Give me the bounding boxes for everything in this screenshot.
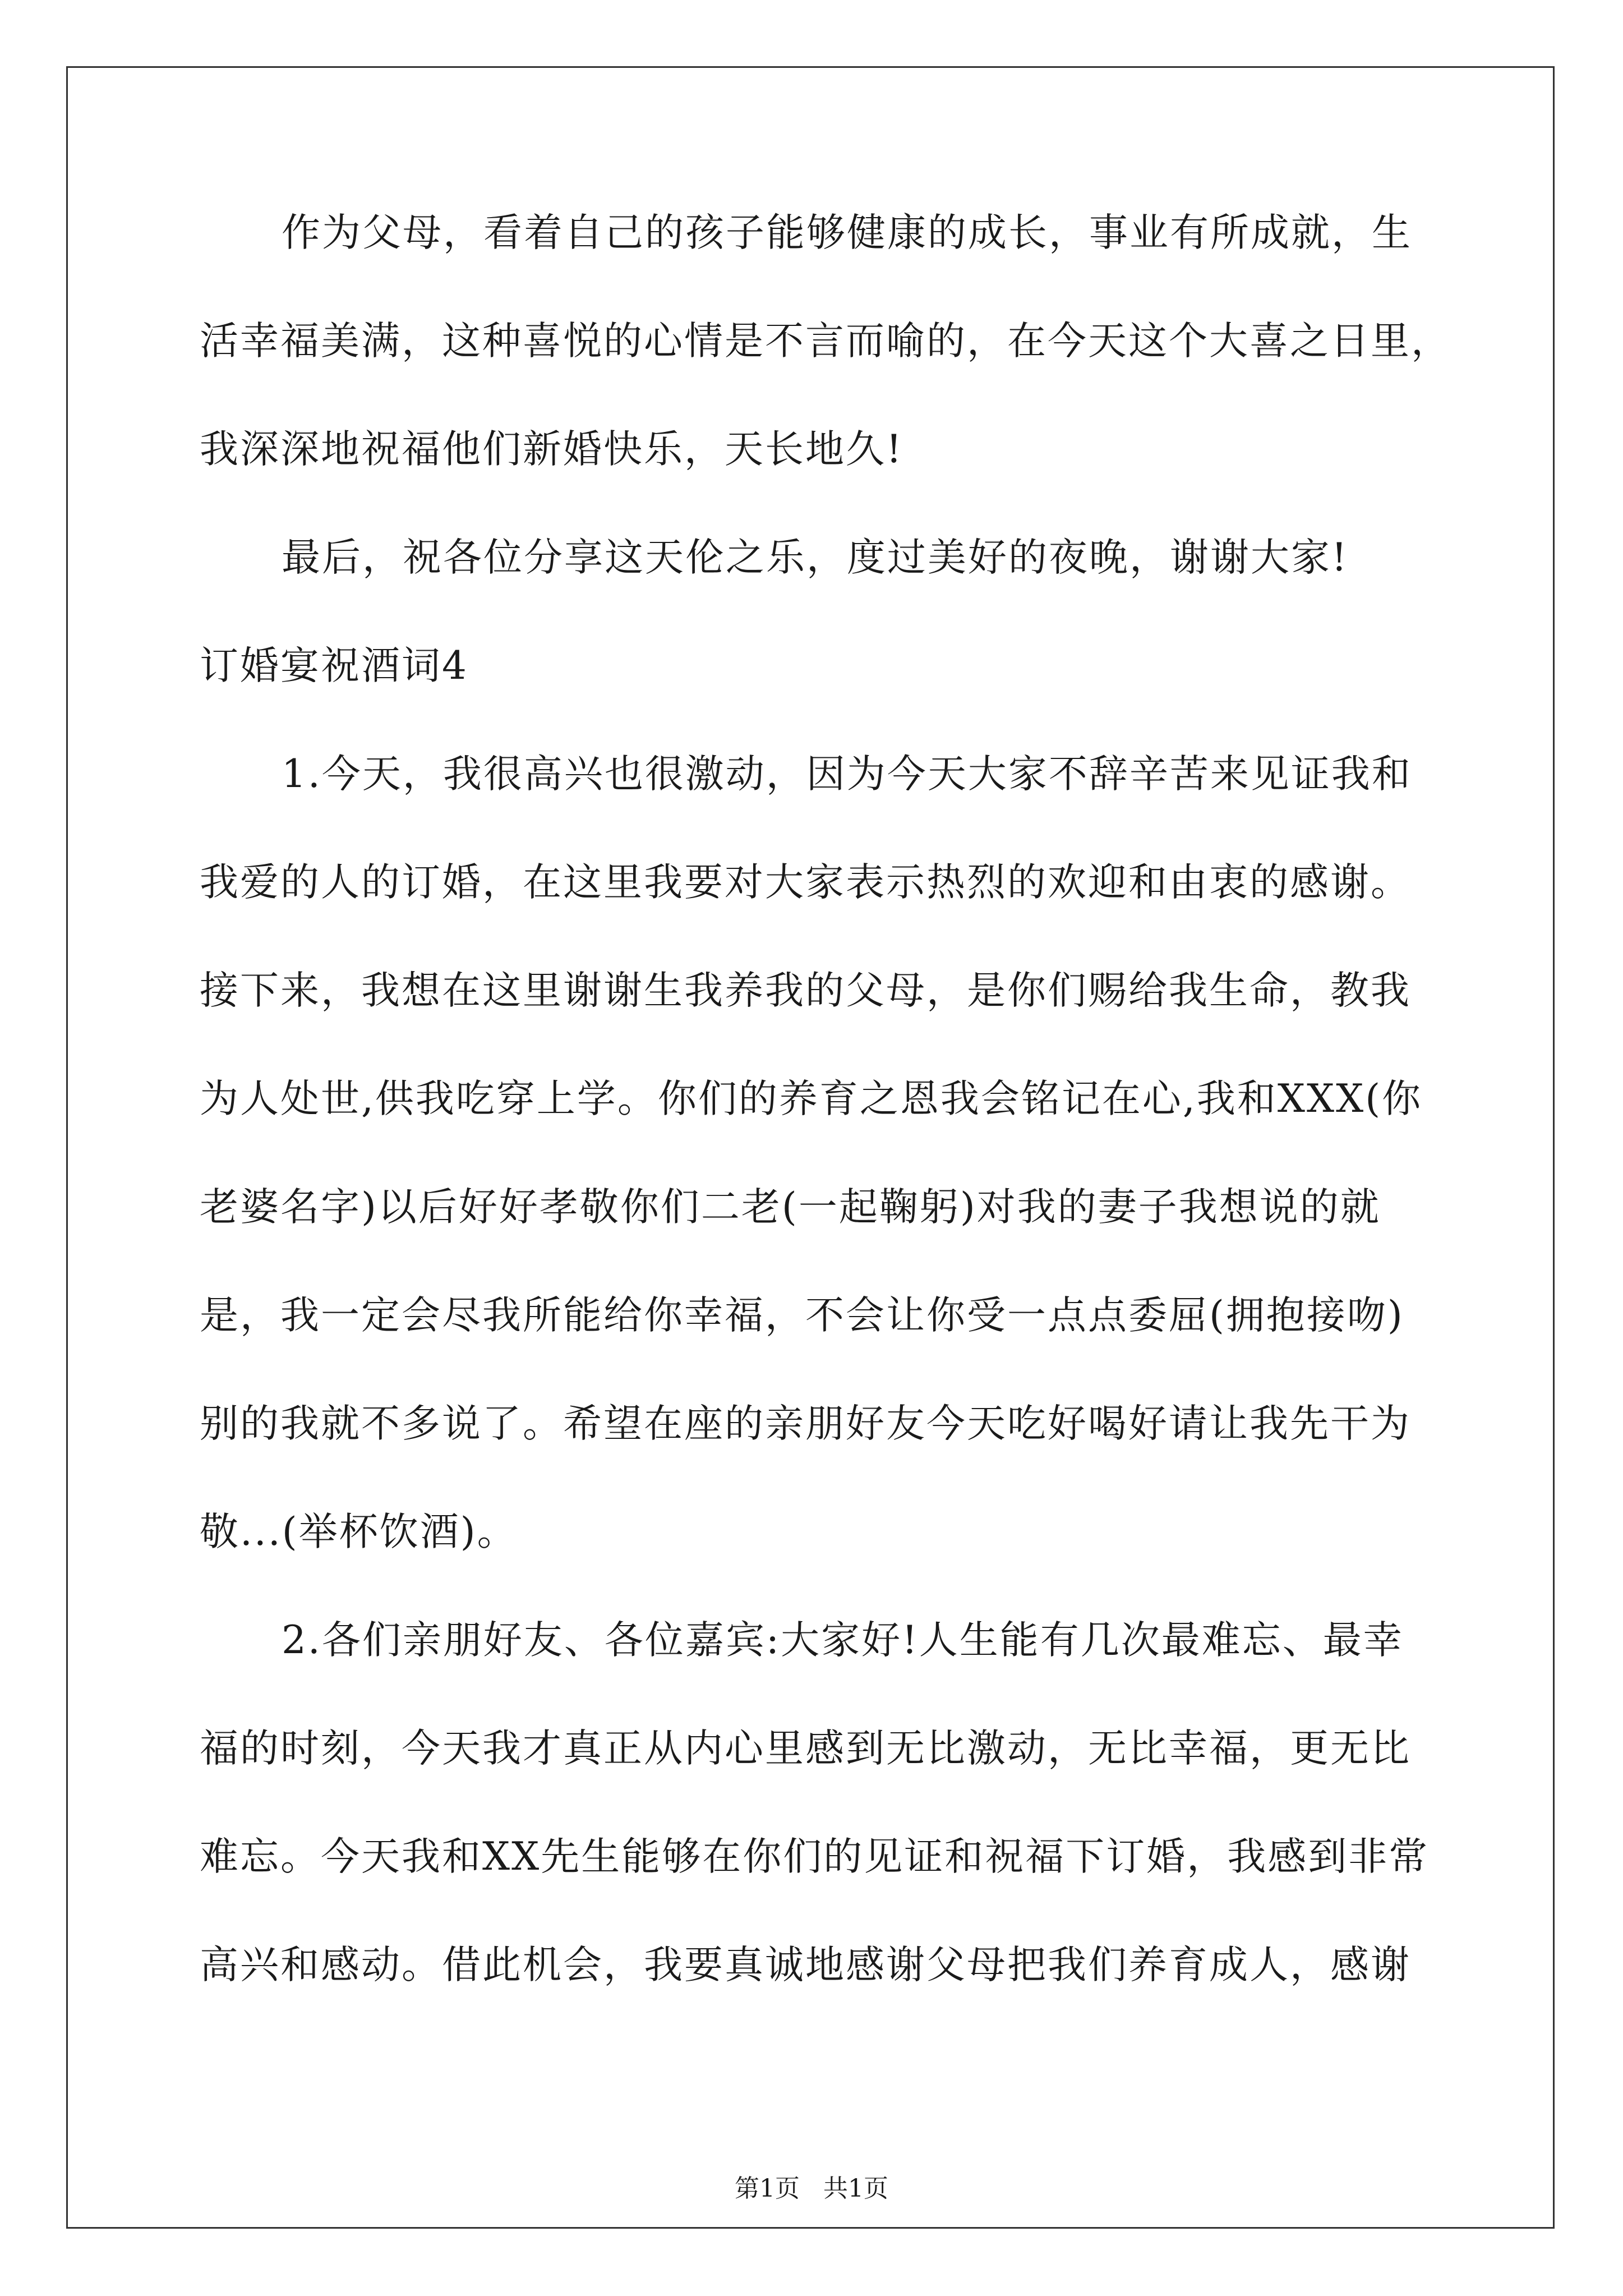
paragraph-line: 敬...(举杯饮酒)。: [200, 1510, 518, 1554]
paragraph-line: 高兴和感动。借此机会，我要真诚地感谢父母把我们养育成人，感谢: [200, 1943, 1411, 1987]
paragraph-line: 别的我就不多说了。希望在座的亲朋好友今天吃好喝好请让我先干为: [200, 1401, 1411, 1446]
paragraph-line: 最后，祝各位分享这天伦之乐，度过美好的夜晚，谢谢大家!: [282, 535, 1349, 580]
paragraph-line: 1.今天，我很高兴也很激动，因为今天大家不辞辛苦来见证我和: [282, 752, 1412, 797]
paragraph-line: 我深深地祝福他们新婚快乐，天长地久!: [200, 427, 903, 472]
paragraph-line: 活幸福美满，这种喜悦的心情是不言而喻的，在今天这个大喜之日里，: [200, 319, 1451, 364]
paragraph-line: 接下来，我想在这里谢谢生我养我的父母，是你们赐给我生命，教我: [200, 968, 1411, 1013]
paragraph-line: 作为父母，看着自己的孩子能够健康的成长，事业有所成就，生: [282, 210, 1412, 255]
paragraph-line: 难忘。今天我和XX先生能够在你们的见证和祝福下订婚，我感到非常: [200, 1834, 1430, 1879]
document-body: [200, 191, 1451, 2031]
paragraph-line: 老婆名字)以后好好孝敬你们二老(一起鞠躬)对我的妻子我想说的就: [200, 1185, 1381, 1230]
paragraph-line: 2.各们亲朋好友、各位嘉宾:大家好!人生能有几次最难忘、最幸: [282, 1618, 1404, 1663]
paragraph-line: 是，我一定会尽我所能给你幸福，不会让你受一点点委屈(拥抱接吻): [200, 1293, 1404, 1338]
section-heading: 订婚宴祝酒词4: [200, 643, 468, 688]
page-footer: 第1页 共1页: [735, 2174, 888, 2203]
paragraph-line: 我爱的人的订婚，在这里我要对大家表示热烈的欢迎和由衷的感谢。: [200, 860, 1411, 905]
paragraph-line: 为人处世,供我吃穿上学。你们的养育之恩我会铭记在心,我和XXX(你: [200, 1076, 1423, 1121]
paragraph-line: 福的时刻，今天我才真正从内心里感到无比激动，无比幸福，更无比: [200, 1726, 1411, 1771]
